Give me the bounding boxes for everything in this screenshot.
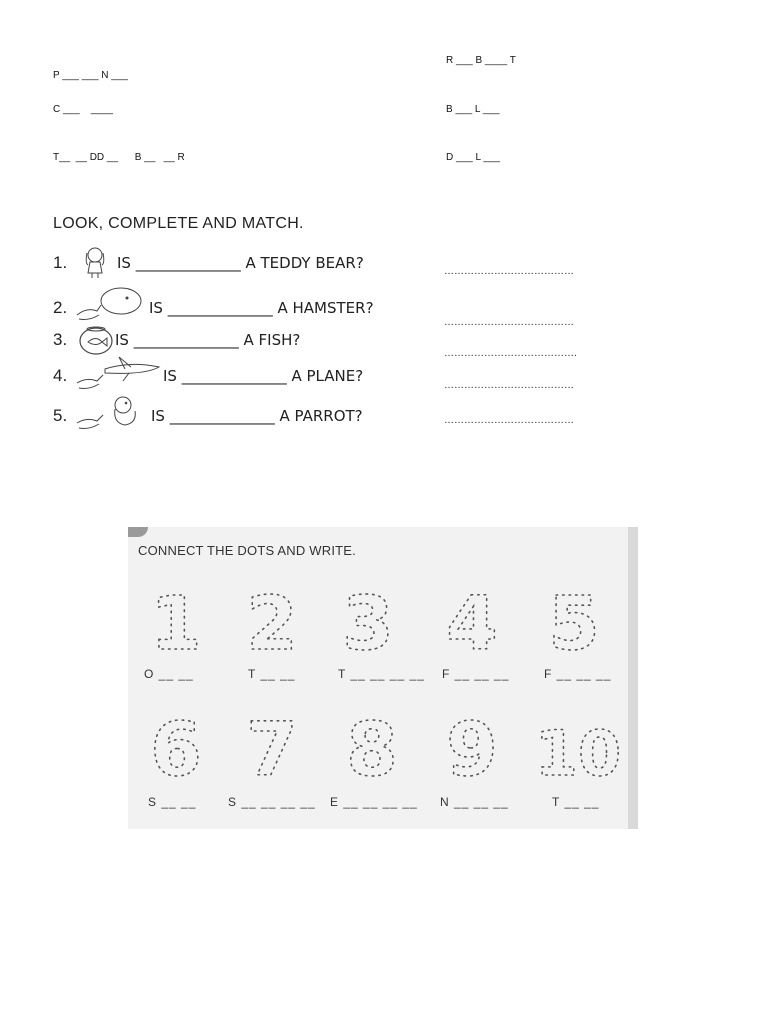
section-title-connect-dots: CONNECT THE DOTS AND WRITE.: [138, 543, 356, 558]
number-word-blank-2: T __ __: [248, 667, 296, 681]
number-word-blank-6: S __ __: [148, 795, 197, 809]
number-word-blank-9: N __ __ __: [440, 795, 509, 809]
number-word-blank-10: T __ __: [552, 795, 600, 809]
question-text: IS ______________ A PLANE?: [163, 367, 364, 385]
number-word-blank-7: S __ __ __ __: [228, 795, 316, 809]
dotted-digit-2: 2: [246, 581, 298, 659]
number-word-blank-4: F __ __ __: [442, 667, 510, 681]
parrot-icon: [75, 393, 151, 440]
word-blank-6: D ___ L ___: [446, 152, 501, 163]
dotted-digit-3: 3: [342, 581, 394, 659]
question-text: IS ______________ A FISH?: [115, 331, 301, 349]
question-row-5: [53, 401, 363, 431]
dotted-digit-10: 10: [534, 717, 622, 785]
answer-line-3[interactable]: ………………………………….: [444, 348, 577, 359]
dotted-digit-1: 1: [150, 581, 202, 659]
answer-line-1[interactable]: …………………………………: [444, 266, 574, 277]
dotted-number-1: [136, 579, 216, 659]
doll-icon: [75, 245, 115, 284]
number-word-blank-3: T __ __ __ __: [338, 667, 425, 681]
section-title-look-complete: LOOK, COMPLETE AND MATCH.: [53, 215, 304, 232]
question-number: 3.: [53, 330, 68, 349]
question-number: 4.: [53, 366, 68, 385]
dotted-digit-7: 7: [246, 707, 298, 785]
question-text: IS ______________ A TEDDY BEAR?: [117, 254, 364, 272]
question-row-4: [53, 361, 363, 391]
answer-line-5[interactable]: …………………………………: [444, 415, 574, 426]
question-text: IS ______________ A HAMSTER?: [149, 299, 374, 317]
word-blank-2: C ___ ____: [53, 104, 114, 115]
dotted-number-2: [232, 579, 312, 659]
word-blank-5: B ___ L ___: [446, 104, 500, 115]
dotted-digit-8: 8: [346, 707, 398, 785]
dotted-number-8: [332, 705, 412, 785]
dotted-number-4: [432, 579, 512, 659]
dotted-number-5: [534, 579, 614, 659]
word-blank-3: T__ __ DD __ B __ __ R: [53, 152, 185, 163]
question-number: 5.: [53, 406, 68, 425]
panel-corner: [128, 527, 148, 537]
question-number: 2.: [53, 298, 68, 317]
dotted-number-3: [328, 579, 408, 659]
hamster-icon: [75, 285, 145, 330]
dotted-number-10: [528, 705, 628, 785]
dotted-digit-5: 5: [548, 581, 600, 659]
dotted-number-6: [136, 705, 216, 785]
word-blank-4: R ___ B ____ T: [446, 55, 516, 66]
question-number: 1.: [53, 253, 68, 272]
number-word-blank-1: O __ __: [144, 667, 194, 681]
number-word-blank-8: E __ __ __ __: [330, 795, 418, 809]
dotted-number-7: [232, 705, 312, 785]
answer-line-4[interactable]: …………………………………: [444, 380, 574, 391]
connect-dots-panel: [128, 527, 638, 829]
question-text: IS ______________ A PARROT?: [151, 407, 363, 425]
dotted-digit-4: 4: [446, 581, 498, 659]
question-row-2: [53, 293, 374, 323]
answer-line-2[interactable]: …………………………………: [444, 317, 574, 328]
question-row-3: [53, 325, 300, 355]
dotted-digit-6: 6: [150, 707, 202, 785]
dotted-digit-9: 9: [446, 707, 498, 785]
number-word-blank-5: F __ __ __: [544, 667, 612, 681]
word-blank-1: P ___ ___ N ___: [53, 70, 128, 81]
panel-edge-shadow: [628, 527, 638, 829]
dotted-number-9: [432, 705, 512, 785]
question-row-1: [53, 248, 364, 278]
